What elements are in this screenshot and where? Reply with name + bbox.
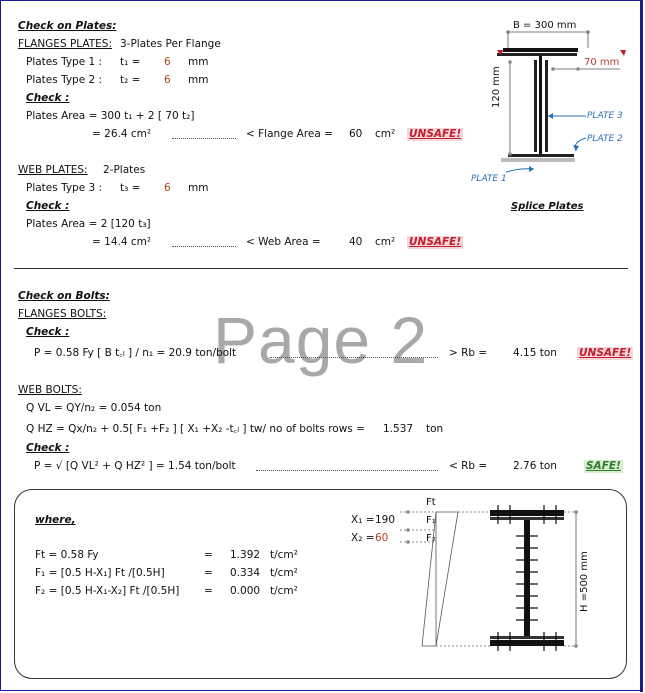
x2-label: X₂ =: [351, 532, 375, 544]
flange-area-limit-unit: cm²: [375, 128, 396, 140]
where-row-f2-eq: =: [204, 585, 213, 597]
ft-label: Ft: [426, 497, 436, 508]
web-area-value: = 14.4 cm²: [92, 236, 152, 248]
flange-bolts-status-badge: UNSAFE!: [579, 347, 632, 359]
flange-bolts-heading: FLANGES BOLTS:: [18, 308, 107, 320]
where-row-ft-eq: =: [204, 549, 213, 561]
dimension-70-label: 70 mm: [584, 57, 620, 68]
flange-area-formula: Plates Area = 300 t₁ + 2 [ 70 t₂]: [26, 110, 195, 122]
stress-distribution-diagram: [400, 500, 600, 670]
where-row-f1-unit: t/cm²: [270, 567, 298, 579]
flange-area-limit-label: < Flange Area =: [246, 128, 333, 140]
flange-bolt-rb-value: 4.15 ton: [513, 347, 557, 359]
where-row-ft-value: 1.392: [230, 549, 261, 561]
flange-plates-status-badge: UNSAFE!: [409, 128, 462, 140]
web-bolts-status-badge: SAFE!: [586, 460, 621, 472]
flange-bolt-rb-label: > Rb =: [449, 347, 488, 359]
web-area-limit-label: < Web Area =: [246, 236, 321, 248]
web-area-limit-value: 40: [349, 236, 363, 248]
flange-area-limit-value: 60: [349, 128, 363, 140]
plate-type2-symbol: t₂ =: [120, 74, 141, 86]
web-bolt-rb-value: 2.76 ton: [513, 460, 557, 472]
dotted-leader: [256, 470, 438, 471]
plate-type2-unit: mm: [188, 74, 209, 86]
plate-type1-value: 6: [164, 56, 171, 68]
where-row-f2-symbol: F₂ = [0.5 H-X₁-X₂] Ft /[0.5H]: [35, 585, 180, 597]
flange-plates-heading: FLANGES PLATES:: [18, 38, 112, 50]
web-bolt-force-formula: P = √ [Q VL² + Q HZ² ] = 1.54 ton/bolt: [34, 460, 236, 472]
flange-plates-desc: 3-Plates Per Flange: [120, 38, 221, 50]
f1-label: F₁: [426, 515, 436, 526]
dimension-b-label: B = 300 mm: [513, 20, 577, 31]
flange-check-label: Check :: [26, 92, 70, 104]
dotted-leader: [172, 246, 236, 247]
plate-type3-label: Plates Type 3 :: [26, 182, 103, 194]
plate-type1-label: Plates Type 1 :: [26, 56, 103, 68]
qhz-value: 1.537: [383, 423, 414, 435]
plate-type2-value: 6: [164, 74, 171, 86]
flange-bolts-check-label: Check :: [26, 326, 70, 338]
bolts-heading: Check on Bolts:: [18, 290, 110, 302]
dotted-leader: [270, 357, 438, 358]
x1-value: 190: [375, 514, 396, 526]
qhz-formula: Q HZ = Qx/n₂ + 0.5[ F₁ +F₂ ] [ X₁ +X₂ -t꜀ₗ ] tw/ no of bolts rows =: [26, 423, 365, 435]
web-area-formula: Plates Area = 2 [120 t₃]: [26, 218, 151, 230]
flange-bolt-force-formula: P = 0.58 Fy [ B t꜀ₗ ] / n₁ = 20.9 ton/bolt: [34, 347, 237, 359]
where-row-ft-unit: t/cm²: [270, 549, 298, 561]
where-row-f1-eq: =: [204, 567, 213, 579]
where-row-f2-unit: t/cm²: [270, 585, 298, 597]
web-bolt-rb-label: < Rb =: [449, 460, 488, 472]
where-heading: where,: [35, 514, 76, 526]
plate-type3-unit: mm: [188, 182, 209, 194]
x1-label: X₁ =: [351, 514, 375, 526]
flange-area-value: = 26.4 cm²: [92, 128, 152, 140]
where-row-ft-symbol: Ft = 0.58 Fy: [35, 549, 99, 561]
web-plates-desc: 2-Plates: [103, 164, 146, 176]
web-area-limit-unit: cm²: [375, 236, 396, 248]
f2-label: F₂: [426, 533, 436, 544]
h-dimension-label: H =500 mm: [579, 551, 590, 612]
web-bolts-check-label: Check :: [26, 442, 70, 454]
where-row-f1-symbol: F₁ = [0.5 H-X₁] Ft /[0.5H]: [35, 567, 165, 579]
x2-value: 60: [375, 532, 389, 544]
qhz-unit: ton: [426, 423, 444, 435]
where-row-f2-value: 0.000: [230, 585, 261, 597]
plate-type1-unit: mm: [188, 56, 209, 68]
plate-type3-symbol: t₃ =: [120, 182, 141, 194]
section-divider: [14, 268, 628, 269]
web-plates-heading: WEB PLATES:: [18, 164, 88, 176]
web-bolts-heading: WEB BOLTS:: [18, 384, 82, 396]
where-row-f1-value: 0.334: [230, 567, 261, 579]
plate2-label: PLATE 2: [587, 134, 623, 144]
web-plates-status-badge: UNSAFE!: [409, 236, 462, 248]
page-watermark: Page 2: [213, 303, 429, 377]
plate1-label: PLATE 1: [471, 174, 507, 184]
qvl-formula: Q VL = QY/n₂ = 0.054 ton: [26, 402, 162, 414]
plate3-label: PLATE 3: [587, 111, 623, 121]
dotted-leader: [172, 138, 236, 139]
dimension-120-label: 120 mm: [491, 66, 502, 108]
plate-type1-symbol: t₁ =: [120, 56, 141, 68]
plate-type3-value: 6: [164, 182, 171, 194]
splice-plates-caption: Splice Plates: [511, 201, 584, 212]
web-check-label: Check :: [26, 200, 70, 212]
plates-heading: Check on Plates:: [18, 20, 117, 32]
plate-type2-label: Plates Type 2 :: [26, 74, 103, 86]
